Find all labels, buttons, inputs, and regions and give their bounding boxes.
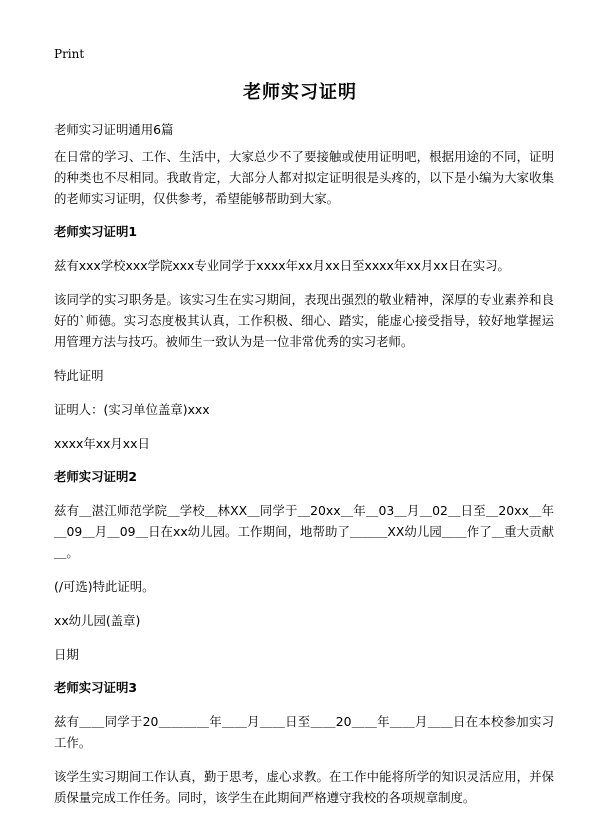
section-paragraph: 日期: [54, 647, 79, 662]
section-paragraph: 特此证明: [54, 368, 104, 383]
section-paragraph: 兹有＿湛江师范学院＿学校＿林XX＿同学于＿20xx＿年＿03＿月＿02＿日至＿20xx＿年＿09＿月＿09＿日在xx幼儿园。工作期间，地帮助了＿＿＿XX幼儿园＿＿作了＿重大贡献＿。: [54, 503, 554, 560]
section-paragraph: 兹有＿＿同学于20＿＿＿＿年＿＿月＿＿日至＿＿20＿＿年＿＿月＿＿日在本校参加实习工作。: [54, 714, 554, 750]
section-paragraph: 证明人：(实习单位盖章)xxx: [54, 402, 210, 417]
document-subtitle: 老师实习证明通用6篇: [54, 122, 174, 137]
section-heading: 老师实习证明1: [54, 224, 137, 239]
section-heading: 老师实习证明2: [54, 469, 137, 484]
intro-paragraph: 在日常的学习、工作、生活中，大家总少不了要接触或使用证明吧，根据用途的不同，证明的种类也不尽相同。我敢肯定，大部分人都对拟定证明很是头疼的，以下是小编为大家收集的老师实习证明，仅供参考，希望能够帮助到大家。: [54, 149, 554, 206]
document-body: [54, 119, 554, 821]
section-paragraph: 该学生实习期间工作认真，勤于思考，虚心求教。在工作中能将所学的知识灵活应用，并保质保量完成工作任务。同时，该学生在此期间严格遵守我校的各项规章制度。: [54, 769, 554, 805]
page-title: 老师实习证明: [243, 82, 357, 103]
section-heading: 老师实习证明3: [54, 680, 137, 695]
section-paragraph: (/可选)特此证明。: [54, 579, 155, 594]
print-link[interactable]: Print: [54, 47, 85, 61]
section-paragraph: xx幼儿园(盖章): [54, 613, 141, 628]
section-paragraph: 兹有xxx学校xxx学院xxx专业同学于xxxx年xx月xx日至xxxx年xx月xx日在实习。: [54, 258, 510, 273]
section-paragraph: xxxx年xx月xx日: [54, 436, 150, 451]
section-paragraph: 该同学的实习职务是。该实习生在实习期间，表现出强烈的敬业精神，深厚的专业素养和良好的`师德。实习态度极其认真，工作积极、细心、踏实，能虚心接受指导，较好地掌握运用管理方法与技巧。被师生一致认为是一位非常优秀的实习老师。: [54, 292, 554, 349]
